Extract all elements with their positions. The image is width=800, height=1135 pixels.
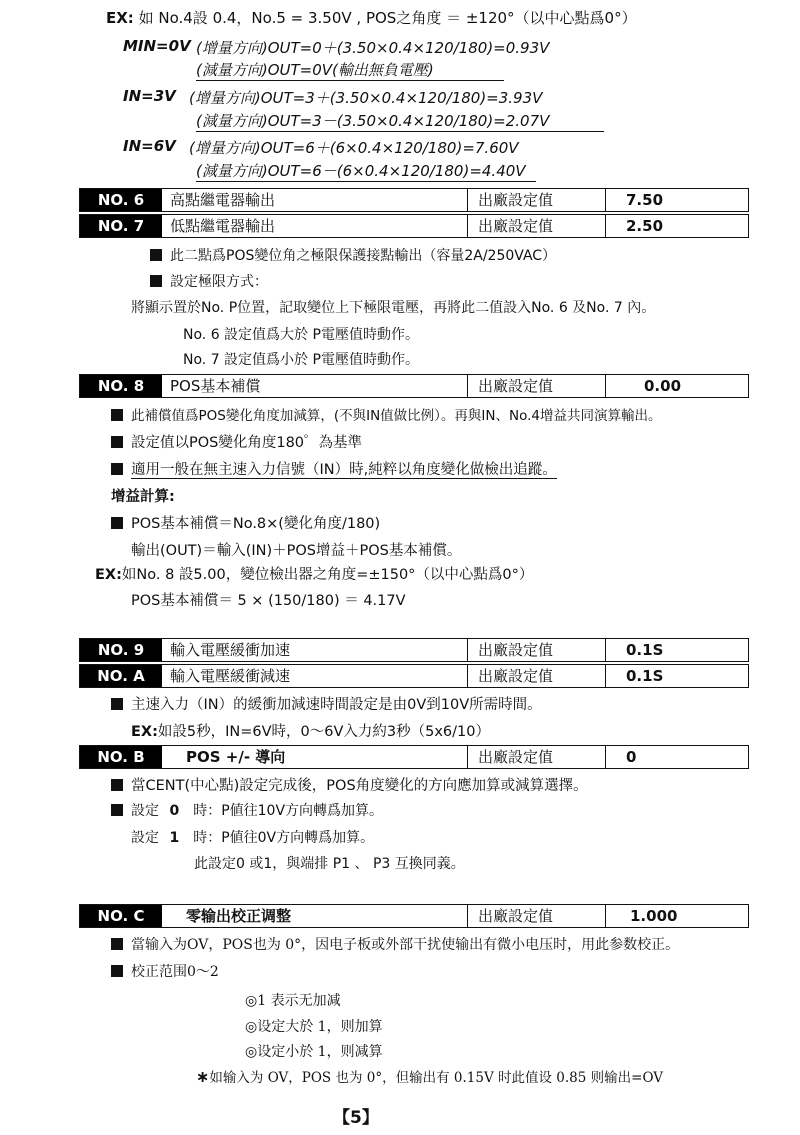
sC-bullet-1: 當输入为OV，POS也为 0°，因电子板或外部干扰使输出有微小电压时，用此参数校正。 <box>111 934 679 954</box>
bullet-square-icon <box>111 965 123 977</box>
bullet-square-icon <box>111 938 123 950</box>
param-value: 1.000 <box>630 907 678 925</box>
sB-note: 此設定0 或1，與端排 P1 、 P3 互換同義。 <box>194 856 465 872</box>
param-name: 低點繼電器輸出 <box>162 215 468 237</box>
s8-example-calc: POS基本補償＝ 5 × (150/180) ＝ 4.17V <box>131 593 406 609</box>
s8-formula-1: POS基本補償＝No.8×(變化角度/180) <box>111 512 380 533</box>
param-name: 高點繼電器輸出 <box>162 189 468 211</box>
bullet-square-icon <box>111 779 123 791</box>
param-row-6 <box>79 188 749 212</box>
bullet-square-icon <box>111 804 123 816</box>
min-decrease: (減量方向)OUT=0V(輸出無負電壓) <box>196 59 504 81</box>
sC-example: ∗如输入为 OV，POS 也为 0°，但输出有 0.15V 时此值设 0.85 则输出=OV <box>196 1067 664 1086</box>
param-no: NO. 8 <box>80 375 162 397</box>
s67-line-1: 將顯示置於No. P位置，記取變位上下極限電壓，再將此二值設入No. 6 及No. 7 內。 <box>131 300 656 316</box>
in3-decrease: (減量方向)OUT=3－(3.50×0.4×120/180)=2.07V <box>196 110 604 132</box>
bullet-square-icon <box>111 463 123 475</box>
param-row-8 <box>79 374 749 398</box>
sB-bullet-1: 當CENT(中心點)設定完成後，POS角度變化的方向應加算或減算選擇。 <box>111 774 588 795</box>
s8-bullet-3: 適用一般在無主速入力信號（IN）時,純粹以角度變化做檢出追蹤。 <box>111 458 557 479</box>
s8-bullet-1: 此補償值爲POS變化角度加減算，(不與IN值做比例）。再與IN、No.4增益共同演算輸出。 <box>111 404 662 424</box>
sC-option-1: ◎1 表示无加减 <box>245 993 341 1009</box>
s9A-example: EX:如設5秒，IN=6V時，0～6V入力約3秒（5x6/10） <box>131 724 490 740</box>
in3-increase: (增量方向)OUT=3＋(3.50×0.4×120/180)=3.93V <box>189 89 543 107</box>
param-no: NO. A <box>80 665 162 687</box>
param-name: POS基本補償 <box>162 375 468 397</box>
param-name: 零输出校正调整 <box>162 905 468 927</box>
sC-option-2: ◎设定大於 1，则加算 <box>245 1019 383 1035</box>
param-value: 0 <box>626 748 637 766</box>
bullet-square-icon <box>111 436 123 448</box>
s8-bullet-2: 設定值以POS變化角度180゜為基準 <box>111 431 362 452</box>
param-row-7 <box>79 214 749 238</box>
param-value: 2.50 <box>626 217 664 235</box>
s8-formula-2: 輸出(OUT)＝輸入(IN)＋POS增益＋POS基本補償。 <box>131 543 462 559</box>
param-name: POS +/- 導向 <box>162 746 468 768</box>
s8-example: EX:如No. 8 設5.00，變位檢出器之角度=±150°（以中心點爲0°） <box>95 567 534 583</box>
param-no: NO. B <box>80 746 162 768</box>
s9A-bullet-1: 主速入力（IN）的緩衝加減速時間設定是由0V到10V所需時間。 <box>111 693 542 714</box>
in3-label: IN=3V <box>123 87 176 105</box>
in6-increase: (增量方向)OUT=6＋(6×0.4×120/180)=7.60V <box>189 139 519 157</box>
page-number: 【5】 <box>333 1108 379 1128</box>
sB-set-0: 設定 0 時：P値往10V方向轉爲加算。 <box>111 800 383 820</box>
ex-text: 如 No.4設 0.4，No.5 = 3.50V , POS之角度 ＝ ±120°（以中心點爲0°） <box>138 9 637 27</box>
bullet-square-icon <box>111 409 123 421</box>
example-line <box>106 7 637 28</box>
bullet-square-icon <box>111 517 123 529</box>
sC-bullet-2: 校正范围0～2 <box>111 961 219 981</box>
s67-bullet-2: 設定極限方式： <box>150 271 268 291</box>
bullet-square-icon <box>150 249 162 261</box>
param-factory-label: 出廠設定值 <box>468 375 606 397</box>
in6-decrease: (減量方向)OUT=6－(6×0.4×120/180)=4.40V <box>196 160 536 182</box>
sB-set-1: 設定 1 時：P値往0V方向轉爲加算。 <box>131 830 375 846</box>
sC-option-3: ◎设定小於 1，则减算 <box>245 1044 383 1060</box>
param-factory-label: 出廠設定值 <box>468 746 606 768</box>
param-row-9 <box>79 638 749 662</box>
param-value: 7.50 <box>626 191 664 209</box>
min-increase: (增量方向)OUT=0＋(3.50×0.4×120/180)=0.93V <box>196 39 550 57</box>
param-no: NO. 9 <box>80 639 162 661</box>
s67-bullet-1: 此二點爲POS變位角之極限保護接點輸出（容量2A/250VAC） <box>150 245 556 265</box>
bullet-square-icon <box>150 275 162 287</box>
param-value: 0.1S <box>626 667 664 685</box>
ex-label: EX: <box>106 9 134 27</box>
bullet-square-icon <box>111 698 123 710</box>
param-factory-label: 出廠設定值 <box>468 215 606 237</box>
param-value: 0.00 <box>644 377 682 395</box>
min-label: MIN=0V <box>123 37 191 55</box>
param-name: 輸入電壓緩衝加速 <box>162 639 468 661</box>
param-no: NO. 6 <box>80 189 162 211</box>
param-factory-label: 出廠設定值 <box>468 665 606 687</box>
param-name: 輸入電壓緩衝減速 <box>162 665 468 687</box>
param-value: 0.1S <box>626 641 664 659</box>
gain-title: 增益計算: <box>111 489 175 505</box>
param-no: NO. C <box>80 905 162 927</box>
param-factory-label: 出廠設定值 <box>468 905 606 927</box>
s67-line-3: No. 7 設定值爲小於 P電壓值時動作。 <box>183 352 419 368</box>
param-row-C <box>79 904 749 928</box>
param-factory-label: 出廠設定值 <box>468 639 606 661</box>
param-row-B <box>79 745 749 769</box>
param-factory-label: 出廠設定值 <box>468 189 606 211</box>
param-no: NO. 7 <box>80 215 162 237</box>
s67-line-2: No. 6 設定值爲大於 P電壓值時動作。 <box>183 327 419 343</box>
param-row-A <box>79 664 749 688</box>
asterisk-icon: ∗ <box>196 1067 210 1086</box>
in6-label: IN=6V <box>123 137 176 155</box>
